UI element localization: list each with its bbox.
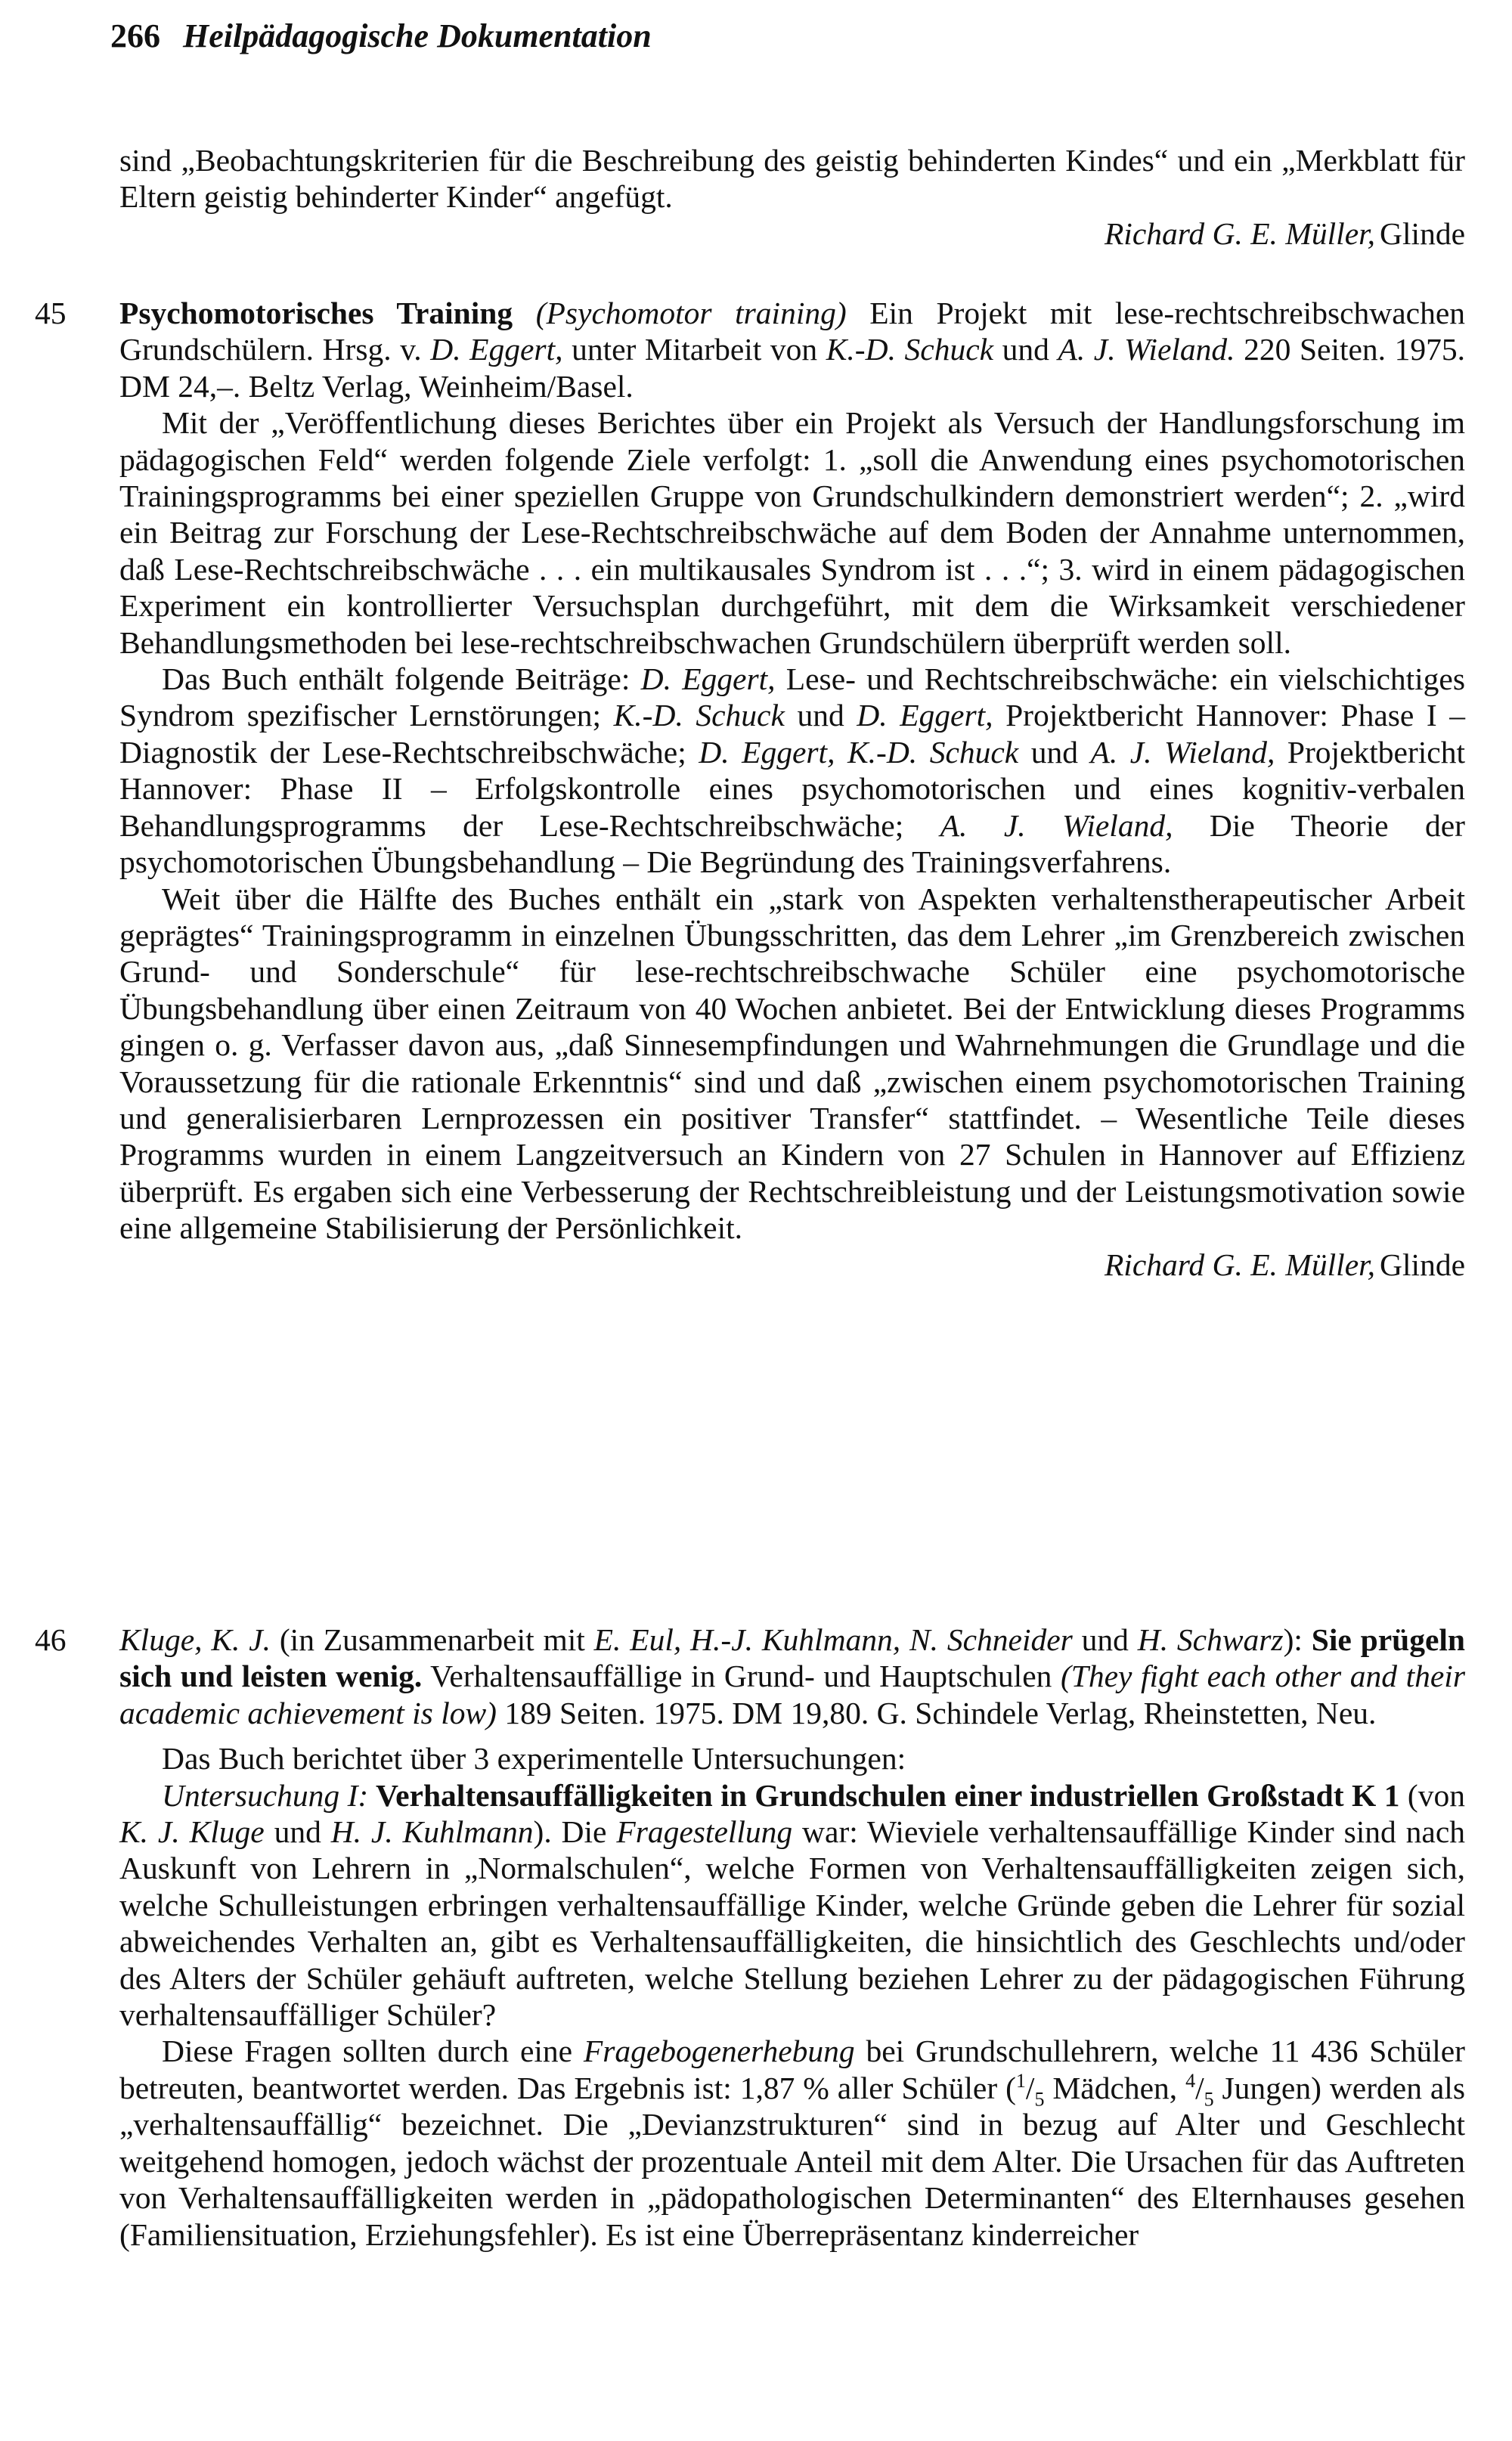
reviewer-place: Glinde <box>1380 215 1465 251</box>
entry-46-paragraph-3: Diese Fragen sollten durch eine Fragebogenerhebung bei Grundschullehrern, welche 11 436 Schüler betreuten, beantwortet werden. Das Ergebnis ist: 1,87 % aller Schüler ($^1/_5$ Mädchen, $^4/_5$ Jungen) werden als „verhaltensauffällig“ bezeichnet. Die „Devianzstrukturen“ sind in bezug auf Alter und Geschlecht weitgehend homogen, jedoch wächst der prozentuale Anteil mit dem Alter. Die Ursachen für das Auftreten von Verhaltensauffälligkeiten werden in „pädopathologischen Determinanten“ des Elternhauses gesehen (Familiensituation, Erziehungsfehler). Es ist eine Überrepräsentanz kinderreicher <box>119 2034 1466 2252</box>
entry-45-signature <box>119 1247 1465 1283</box>
entry-46-bibliography: Kluge, K. J. (in Zusammenarbeit mit E. Eul, H.-J. Kuhlmann, N. Schneider und H. Schwarz): Sie prügeln sich und leisten wenig. Verhaltensauffällige in Grund- und Hauptschulen (They fight each other and their academic achievement is low) 189 Seiten. 1975. DM 19,80. G. Schindele Verlag, Rheinstetten, Neu. <box>119 1622 1465 1730</box>
intro-text: sind „Beobachtungskriterien für die Beschreibung des geistig behinderten Kindes“ und ein „Merkblatt für Eltern geistig behinderter Kinder“ angefügt. <box>119 143 1465 215</box>
study-label: Untersuchung I: <box>162 1777 369 1813</box>
running-title: Heilpädagogische Dokumentation <box>183 17 652 54</box>
entry-45-title: Psychomotorisches Training <box>119 296 513 330</box>
reviewer-name: Richard G. E. Müller, <box>1104 215 1376 251</box>
page-number: 266 <box>110 17 160 54</box>
entry-45-bibliography: Psychomotorisches Training (Psychomotor training) Ein Projekt mit lese-rechtschreibschwachen Grundschülern. Hrsg. v. D. Eggert, unter Mitarbeit von K.-D. Schuck und A. J. Wieland. 220 Seiten. 1975. DM 24,–. Beltz Verlag, Weinheim/Basel. <box>119 296 1465 404</box>
entry-46-paragraph-2: Untersuchung I: Verhaltensauffälligkeiten in Grundschulen einer industriellen Großstadt K 1 (von K. J. Kluge und H. J. Kuhlmann). Die Fragestellung war: Wieviele verhaltensauffällige Kinder sind nach Auskunft von Lehrern in „Normalschulen“, welche Formen von Verhaltensauffälligkeiten zeigen sich, welche Schulleistungen erbringen verhaltensauffällige Kinder, welche Gründe geben die Lehrer für sozial abweichendes Verhalten an, gibt es Verhaltensauffälligkeiten, die hinsichtlich des Geschlechts und/oder des Alters der Schüler gehäuft auftreten, welche Stellung beziehen Lehrer zu der pädagogischen Führung verhaltensauffälliger Schüler? <box>119 1777 1465 2033</box>
intro-signature <box>119 215 1465 252</box>
entry-45 <box>119 295 1465 1283</box>
entry-45-paragraph-1: Mit der „Veröffentlichung dieses Berichtes über ein Projekt als Versuch der Handlungsforschung im pädagogischen Feld“ werden folgende Ziele verfolgt: 1. „soll die Anwendung eines psychomotorischen Trainingsprogramms bei einer speziellen Gruppe von Grundschulkindern demonstriert werden“; 2. „wird ein Beitrag zur Forschung der Lese-Rechtschreibschwäche auf dem Boden der Annahme unternommen, daß Lese-Rechtschreibschwäche . . . ein multikausales Syndrom ist . . .“; 3. wird in einem pädagogischen Experiment ein kontrollierter Versuchsplan durchgeführt, mit dem die Wirksamkeit verschiedener Behandlungsmethoden bei lese-rechtschreibschwachen Grundschülern überprüft werden soll. <box>119 405 1465 660</box>
intro-block <box>119 142 1465 252</box>
entry-46-title-en: (They fight each other and their academic achievement is low) <box>119 1659 1465 1730</box>
entry-46-author: Kluge, K. J. <box>119 1622 271 1657</box>
entry-number-45: 45 <box>35 296 67 330</box>
entry-45-editor: D. Eggert, <box>430 332 563 367</box>
study-title: Verhaltensauffälligkeiten in Grundschulen einer industriellen Großstadt K 1 <box>368 1777 1400 1813</box>
entry-number-46: 46 <box>35 1622 67 1657</box>
entry-45-paragraph-3: Weit über die Hälfte des Buches enthält ein „stark von Aspekten verhaltenstherapeutischer Arbeit geprägtes“ Trainingsprogramm in einzelnen Übungsschritten, das dem Lehrer „im Grenzbereich zwischen Grund- und Sonderschule“ für lese-rechtschreibschwache Schüler eine psychomotorische Übungsbehandlung über einen Zeitraum von 40 Wochen anbietet. Bei der Entwicklung dieses Programms gingen o. g. Verfasser davon aus, „daß Sinnesempfindungen und Wahrnehmungen die Grundlage und die Voraussetzung für die rationale Erkenntnis“ sind und daß „zwischen einem psychomotorischen Training und generalisierbaren Lernprozessen ein positiver Transfer“ stattfindet. – Wesentliche Teile dieses Programms wurden in einem Langzeitversuch an Kindern von 27 Schulen in Hannover auf Effizienz überprüft. Es ergaben sich eine Verbesserung der Rechtschreibleistung und der Leistungsmotivation sowie eine allgemeine Stabilisierung der Persönlichkeit. <box>119 881 1465 1246</box>
running-header <box>110 14 652 59</box>
entry-45-coauthor: K.-D. Schuck <box>826 332 994 367</box>
reviewer-place: Glinde <box>1380 1247 1465 1282</box>
entry-45-paragraph-2: Das Buch enthält folgende Beiträge: D. Eggert, Lese- und Rechtschreibschwäche: ein vielschichtiges Syndrom spezifischer Lernstörungen; K.-D. Schuck und D. Eggert, Projektbericht Hannover: Phase I – Diagnostik der Lese-Rechtschreibschwäche; D. Eggert, K.-D. Schuck und A. J. Wieland, Projektbericht Hannover: Phase II – Erfolgskontrolle eines psychomotorischen und eines kognitiv-verbalen Behandlungsprogramms der Lese-Rechtschreibschwäche; A. J. Wieland, Die Theorie der psychomotorischen Übungsbehandlung – Die Begründung des Trainingsverfahrens. <box>119 661 1466 880</box>
entry-46 <box>119 1622 1465 2253</box>
entry-46-paragraph-1: Das Buch berichtet über 3 experimentelle Untersuchungen: <box>162 1741 906 1777</box>
reviewer-name: Richard G. E. Müller, <box>1104 1247 1376 1282</box>
entry-45-coauthor: A. J. Wieland. <box>1058 332 1235 367</box>
entry-46-title: Sie prügeln sich und leisten wenig. <box>119 1622 1465 1694</box>
entry-45-title-en: (Psychomotor training) <box>535 296 847 330</box>
